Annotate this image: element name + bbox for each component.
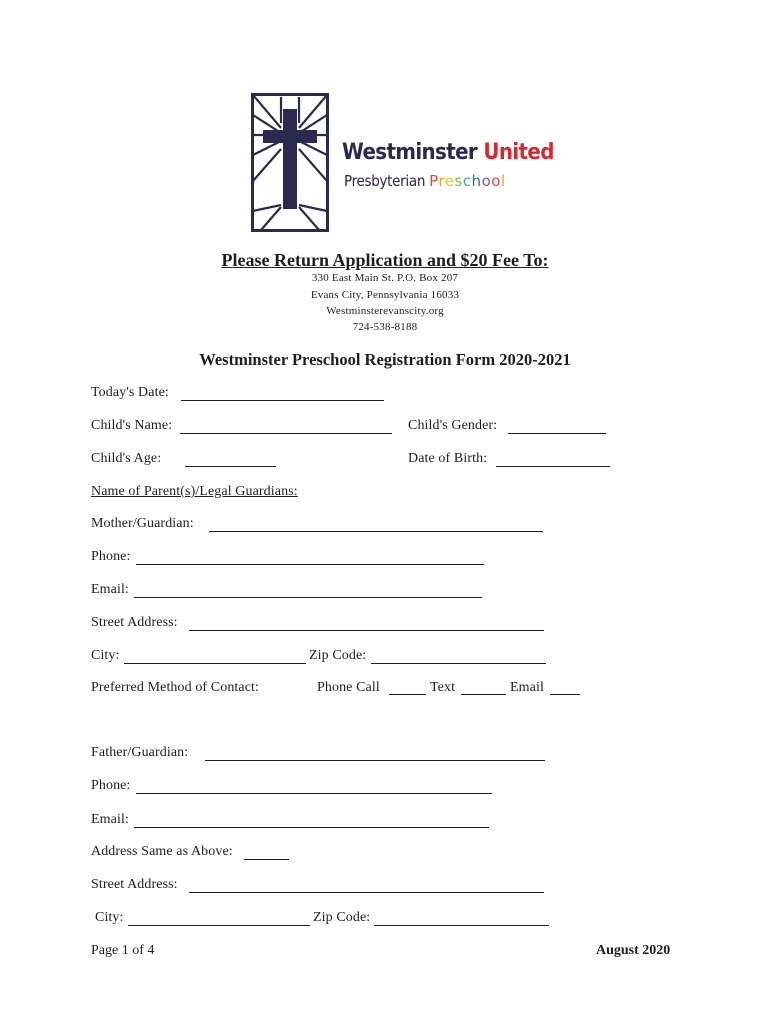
mother-email-field[interactable] — [134, 597, 482, 598]
childs-gender-label: Child's Gender: — [408, 418, 498, 433]
father-guardian-field[interactable] — [205, 760, 545, 761]
text-field[interactable] — [461, 694, 506, 695]
mother-zip-field[interactable] — [371, 663, 546, 664]
childs-name-label: Child's Name: — [91, 418, 173, 433]
logo-preschool-letter: l — [500, 172, 506, 190]
logo-sub-part1: Presbyterian — [344, 172, 426, 190]
father-zip-label: Zip Code: — [313, 910, 371, 925]
logo-preschool-letter: P — [429, 172, 439, 190]
mother-guardian-field[interactable] — [209, 531, 543, 532]
logo-preschool-letter: s — [454, 172, 463, 190]
mother-city-label: City: — [91, 648, 120, 663]
logo-preschool-letter: h — [471, 172, 482, 190]
mother-guardian-label: Mother/Guardian: — [91, 516, 194, 531]
logo-preschool-word — [429, 172, 506, 190]
logo-brand-part1: Westminster — [342, 140, 478, 165]
email-option-field[interactable] — [550, 694, 580, 695]
father-street-field[interactable] — [189, 892, 544, 893]
address-line-2: Evans City, Pennsylvania 16033 — [310, 289, 460, 301]
logo-brand-title — [342, 140, 554, 165]
father-zip-field[interactable] — [374, 925, 549, 926]
childs-name-field[interactable] — [180, 433, 392, 434]
website: Westminsterevanscity.org — [326, 305, 444, 317]
phone-call-field[interactable] — [389, 694, 426, 695]
date-of-birth-field[interactable] — [496, 466, 610, 467]
email-option: Email — [510, 680, 544, 695]
father-phone-field[interactable] — [136, 793, 492, 794]
logo-preschool-letter: c — [462, 172, 472, 190]
father-guardian-label: Father/Guardian: — [91, 745, 189, 760]
stained-glass-cross-logo — [251, 93, 329, 232]
logo-preschool-letter: o — [481, 172, 492, 190]
address-same-label: Address Same as Above: — [91, 844, 233, 859]
childs-age-field[interactable] — [185, 466, 276, 467]
date-of-birth-label: Date of Birth: — [408, 451, 488, 466]
logo-preschool-letter: e — [444, 172, 455, 190]
father-street-label: Street Address: — [91, 877, 178, 892]
todays-date-field[interactable] — [181, 400, 384, 401]
page-heading: Please Return Application and $20 Fee To: — [221, 250, 549, 270]
logo-subtitle — [344, 172, 506, 190]
mother-phone-label: Phone: — [91, 549, 131, 564]
father-email-field[interactable] — [134, 827, 489, 828]
phone-number: 724-538-8188 — [352, 321, 418, 333]
address-line-1: 330 East Main St. P.O. Box 207 — [311, 272, 459, 284]
logo-preschool-letter: o — [491, 172, 501, 190]
phone-call-option: Phone Call — [317, 680, 380, 695]
form-title: Westminster Preschool Registration Form 2020-2021 — [199, 350, 571, 369]
parents-heading: Name of Parent(s)/Legal Guardians: — [91, 484, 298, 499]
todays-date-label: Today's Date: — [91, 385, 169, 400]
footer-date: August 2020 — [596, 943, 671, 958]
mother-phone-field[interactable] — [136, 564, 484, 565]
address-same-field[interactable] — [244, 859, 289, 860]
father-phone-label: Phone: — [91, 778, 131, 793]
text-option: Text — [430, 680, 456, 695]
logo-preschool-letter: r — [438, 172, 445, 190]
mother-street-field[interactable] — [189, 630, 544, 631]
father-city-field[interactable] — [128, 925, 310, 926]
logo-brand-part2: United — [483, 140, 554, 165]
mother-email-label: Email: — [91, 582, 129, 597]
mother-street-label: Street Address: — [91, 615, 178, 630]
preferred-contact-label: Preferred Method of Contact: — [91, 680, 260, 695]
father-email-label: Email: — [91, 812, 129, 827]
mother-zip-label: Zip Code: — [309, 648, 367, 663]
mother-city-field[interactable] — [124, 663, 306, 664]
childs-age-label: Child's Age: — [91, 451, 162, 466]
childs-gender-field[interactable] — [508, 433, 606, 434]
page-number: Page 1 of 4 — [91, 943, 155, 958]
father-city-label: City: — [95, 910, 124, 925]
